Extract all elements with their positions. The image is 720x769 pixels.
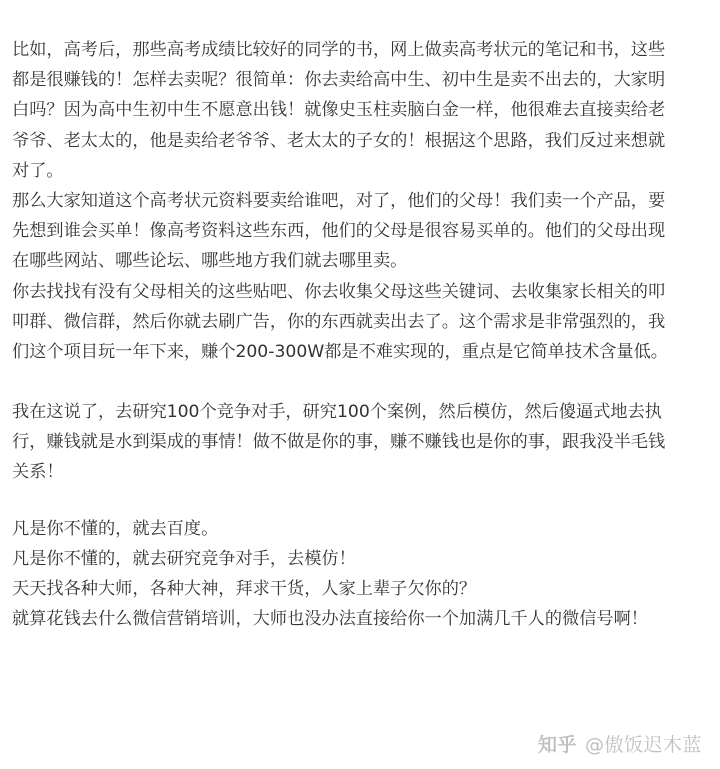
text-line: 天天找各种大师，各种大神，拜求干货，人家上辈子欠你的？ <box>12 579 477 599</box>
text-line: 行，赚钱就是水到渠成的事情！做不做是你的事，赚不赚钱也是你的事，跟我没半毛钱 <box>12 432 666 453</box>
text-line: 关系！ <box>12 462 64 483</box>
text-line: 凡是你不懂的，就去百度。 <box>12 518 219 539</box>
paragraph-spacer <box>12 367 712 397</box>
text-line: 先想到谁会买单！像高考资料这些东西，他们的父母是很容易买单的。他们的父母出现 <box>12 221 666 242</box>
text-line: 凡是你不懂的，就去研究竞争对手，去模仿！ <box>12 548 356 569</box>
text-line: 那么大家知道这个高考状元资料要卖给谁吧，对了，他们的父母！我们卖一个产品，要 <box>12 190 666 211</box>
text-line: 我在这说了，去研究100个竞争对手，研究100个案例，然后模仿，然后傻逼式地去执 <box>12 402 662 423</box>
paragraph-1 <box>12 35 712 367</box>
paragraph-2 <box>12 397 712 488</box>
text-line: 白吗？因为高中生初中生不愿意出钱！就像史玉柱卖脑白金一样，他很难去直接卖给老 <box>12 100 666 121</box>
paragraph-spacer <box>12 488 712 514</box>
zhihu-watermark <box>538 730 702 757</box>
zhihu-logo: 知乎 <box>537 734 577 756</box>
text-line: 叩群、微信群，然后你就去刷广告，你的东西就卖出去了。这个需求是非常强烈的，我 <box>12 311 666 332</box>
text-line: 就算花钱去什么微信营销培训，大师也没办法直接给你一个加满几千人的微信号啊！ <box>12 609 648 630</box>
text-line: 对了。 <box>12 160 64 181</box>
text-line: 爷爷、老太太的，他是卖给老爷爷、老太太的子女的！根据这个思路，我们反过来想就 <box>12 130 666 151</box>
text-line: 都是很赚钱的！怎样去卖呢？很简单：你去卖给高中生、初中生是卖不出去的，大家明 <box>12 70 666 91</box>
text-line: 你去找找有没有父母相关的这些贴吧、你去收集父母这些关键词、去收集家长相关的叩 <box>12 281 666 302</box>
text-line: 在哪些网站、哪些论坛、哪些地方我们就去哪里卖。 <box>12 251 408 272</box>
article-body <box>12 35 712 634</box>
watermark-author: @傲饭迟木蓝 <box>584 734 702 756</box>
text-line: 比如，高考后，那些高考成绩比较好的同学的书，网上做卖高考状元的笔记和书，这些 <box>12 40 666 60</box>
text-line: 们这个项目玩一年下来，赚个200-300W都是不难实现的，重点是它简单技术含量低。 <box>12 341 668 362</box>
paragraph-3 <box>12 514 712 635</box>
